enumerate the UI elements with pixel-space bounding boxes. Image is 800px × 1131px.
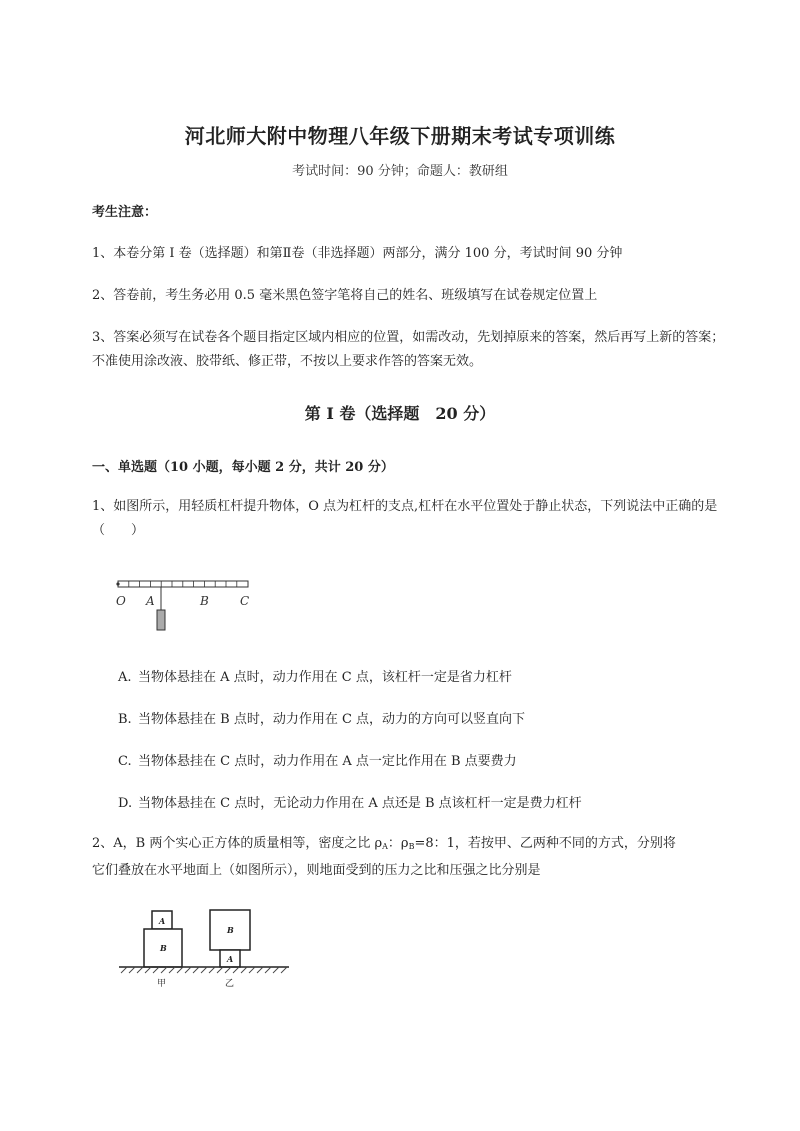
page-title: 河北师大附中物理八年级下册期末考试专项训练 (184, 124, 616, 148)
question-1-option-d[interactable] (118, 792, 582, 811)
question-1-option-b[interactable] (118, 708, 525, 727)
question-2-stem-line-2: 它们叠放在水平地面上（如图所示），则地面受到的压力之比和压强之比分别是 (92, 863, 541, 878)
option-letter: D. (118, 796, 133, 811)
lever-label-c: C (240, 594, 250, 608)
notice-heading: 考生注意： (92, 205, 158, 220)
section-title: 第 I 卷（选择题 20 分） (304, 404, 496, 423)
option-letter: C. (118, 754, 132, 769)
option-letter: A. (118, 670, 132, 685)
cube-label-a-right: A (227, 954, 234, 964)
part-heading: 一、单选题（10 小题，每小题 2 分，共计 20 分） (92, 460, 394, 475)
lever-label-a: A (146, 594, 155, 608)
cube-label-a-left: A (159, 916, 166, 926)
option-text: 当物体悬挂在 C 点时，动力作用在 A 点一定比作用在 B 点要费力 (138, 754, 517, 769)
question-2-stem (92, 832, 752, 883)
cube-label-b-right: B (227, 925, 234, 935)
option-text: 当物体悬挂在 C 点时，无论动力作用在 A 点还是 B 点该杠杆一定是费力杠杆 (138, 796, 582, 811)
question-2-stem-line-1: 2、A，B 两个实心正方体的质量相等，密度之比 $\rho_A$：$\rho_B=8$：1，若按甲、乙两种不同的方式，分别将 (92, 836, 676, 851)
cubes-figure (115, 905, 295, 990)
caption-yi: 乙 (225, 979, 235, 989)
option-text: 当物体悬挂在 B 点时，动力作用在 C 点，动力的方向可以竖直向下 (138, 712, 526, 727)
question-1-stem: 1、如图所示，用轻质杠杆提升物体，O 点为杠杆的支点,杠杆在水平位置处于静止状态，下列说法中正确的是（ ） (92, 499, 718, 538)
notice-item-3: 3、答案必须写在试卷各个题目指定区域内相应的位置，如需改动，先划掉原来的答案，然后再写上新的答案；不准使用涂改液、胶带纸、修正带，不按以上要求作答的答案无效。 (92, 330, 725, 369)
option-text: 当物体悬挂在 A 点时，动力作用在 C 点，该杠杆一定是省力杠杆 (138, 670, 512, 685)
page-subtitle: 考试时间：90 分钟；命题人：教研组 (292, 164, 508, 179)
notice-item-1: 1、本卷分第 I 卷（选择题）和第Ⅱ卷（非选择题）两部分，满分 100 分，考试时间 90 分钟 (92, 246, 623, 261)
lever-figure (112, 578, 257, 638)
lever-label-o: O (116, 594, 126, 608)
caption-jia: 甲 (157, 979, 167, 989)
lever-label-b: B (200, 594, 209, 608)
option-letter: B. (118, 712, 132, 727)
cube-label-b-left: B (160, 943, 167, 953)
question-1-option-c[interactable] (118, 750, 517, 769)
notice-item-2: 2、答卷前，考生务必用 0.5 毫米黑色签字笔将自己的姓名、班级填写在试卷规定位置上 (92, 288, 598, 303)
question-1-option-a[interactable] (118, 666, 512, 685)
